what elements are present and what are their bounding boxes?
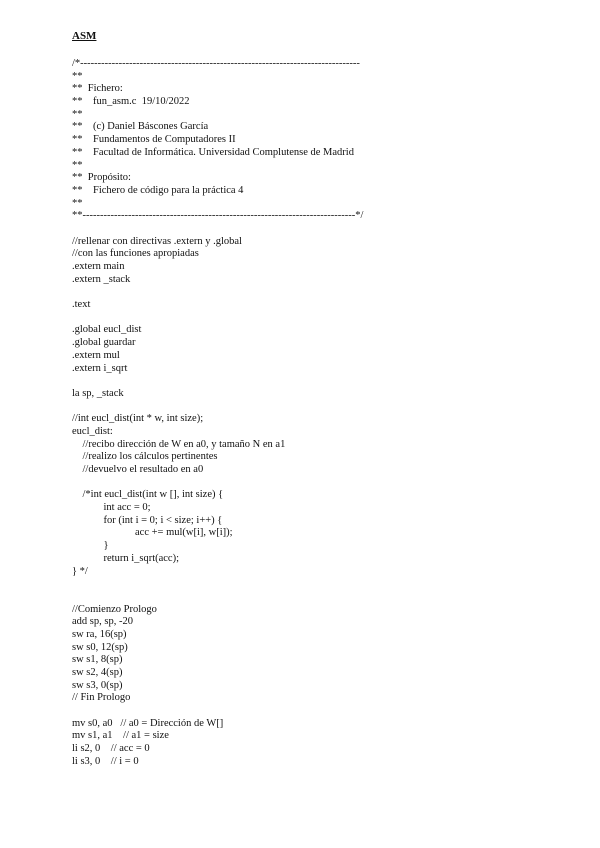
code-line: ** — [72, 159, 83, 171]
code-line: la sp, _stack — [72, 387, 124, 399]
code-line: mv s0, a0 // a0 = Dirección de W[] — [72, 717, 224, 729]
blank-line — [72, 375, 572, 388]
code-line: //realizo los cálculos pertinentes — [72, 451, 218, 463]
document-page — [72, 30, 572, 769]
code-line: ** (c) Daniel Báscones García — [72, 121, 209, 133]
code-line: sw s0, 12(sp) — [72, 641, 128, 653]
code-line: ** Propósito: — [72, 172, 131, 184]
code-line: sw s2, 4(sp) — [72, 667, 123, 678]
code-line: //int eucl_dist(int * w, int size); — [72, 413, 204, 425]
code-line: ** — [72, 70, 83, 82]
code-line: //con las funciones apropiadas — [72, 248, 199, 260]
blank-line — [72, 286, 572, 299]
code-line: ** Fundamentos de Computadores II — [72, 134, 236, 146]
code-line: //recibo dirección de W en a0, y tamaño N en a1 — [72, 438, 286, 450]
blank-line — [72, 401, 572, 414]
code-line: //devuelvo el resultado en a0 — [72, 464, 204, 475]
code-line: .global eucl_dist — [72, 324, 142, 336]
code-line: ** fun_asm.c 19/10/2022 — [72, 96, 190, 108]
code-line: .extern mul — [72, 349, 120, 361]
code-line: } */ — [72, 565, 88, 577]
blank-line — [72, 578, 572, 591]
code-line: return i_sqrt(acc); — [72, 552, 180, 564]
blank-line — [72, 477, 572, 490]
code-line: /*-------------------------------------------------------------------------------- — [72, 58, 360, 69]
code-line: eucl_dist: — [72, 425, 113, 437]
code-line: **------------------------------------------------------------------------------*/ — [72, 210, 364, 222]
code-line: acc += mul(w[i], w[i]); — [72, 527, 233, 539]
code-line: ** — [72, 108, 83, 120]
code-line: sw s1, 8(sp) — [72, 654, 123, 666]
code-line: int acc = 0; — [72, 502, 151, 514]
code-line: sw ra, 16(sp) — [72, 628, 127, 640]
code-line: } — [72, 540, 109, 552]
code-line: //Comienzo Prologo — [72, 603, 157, 615]
code-line: // Fin Prologo — [72, 692, 131, 704]
code-line: //rellenar con directivas .extern y .global — [72, 235, 242, 247]
blank-line — [72, 312, 572, 325]
code-line: mv s1, a1 // a1 = size — [72, 730, 169, 742]
code-line: .text — [72, 299, 91, 311]
code-line: li s3, 0 // i = 0 — [72, 755, 139, 767]
code-line: add sp, sp, -20 — [72, 616, 133, 628]
blank-line — [72, 591, 572, 604]
code-line: ** Fichero de código para la práctica 4 — [72, 184, 244, 196]
code-line: .extern main — [72, 261, 125, 272]
code-line: ** Fichero: — [72, 83, 123, 95]
code-line: ** — [72, 197, 83, 209]
code-line: .extern i_sqrt — [72, 362, 128, 374]
code-line: li s2, 0 // acc = 0 — [72, 743, 150, 755]
code-line: ** Facultad de Informática. Universidad Complutense de Madrid — [72, 146, 354, 158]
code-line: .global guardar — [72, 337, 136, 349]
blank-line — [72, 223, 572, 236]
blank-line — [72, 705, 572, 718]
code-line: /*int eucl_dist(int w [], int size) { — [72, 489, 224, 501]
code-line: sw s3, 0(sp) — [72, 679, 123, 691]
code-line: for (int i = 0; i < size; i++) { — [72, 514, 223, 526]
document-title: ASM — [72, 30, 97, 42]
code-listing — [72, 58, 572, 769]
code-line: .extern _stack — [72, 273, 131, 285]
